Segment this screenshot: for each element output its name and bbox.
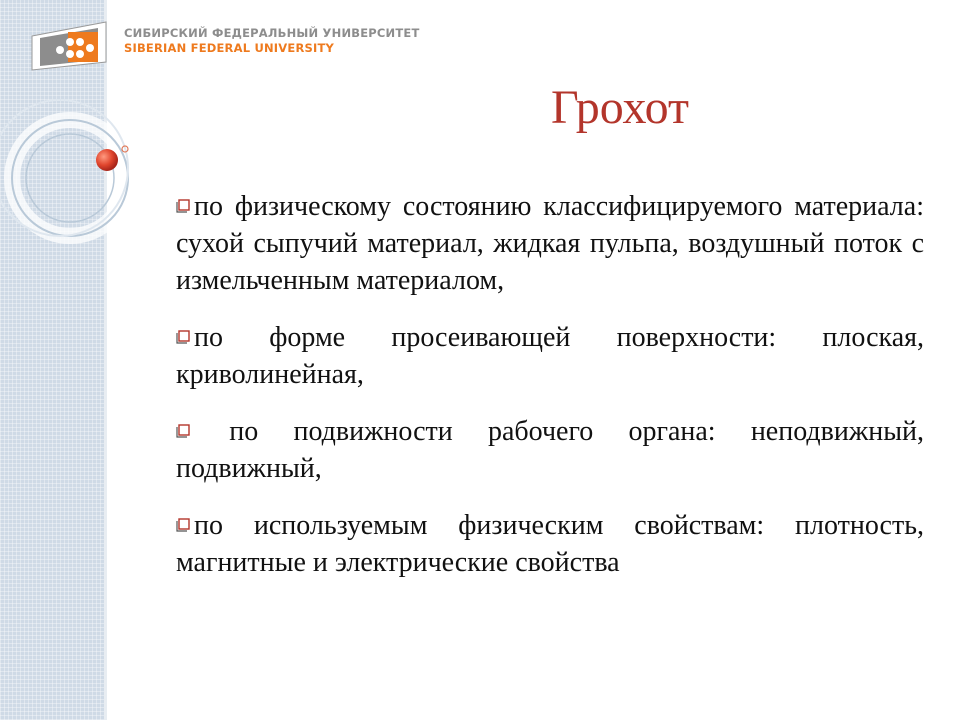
bullet-text: по форме просеивающей поверхности: плоская, криволинейная,: [176, 322, 924, 390]
checkbox-bullet-icon: [176, 518, 190, 532]
bullet-item: [176, 319, 924, 393]
bullet-text: по используемым физическим свойствам: плотность, магнитные и электрические свойства: [176, 510, 924, 578]
bullet-item: [176, 188, 924, 299]
red-ball-icon: [93, 145, 133, 175]
checkbox-bullet-icon: [176, 199, 190, 213]
bullet-item: [176, 413, 924, 487]
slide-title: Грохот: [550, 81, 690, 134]
logo-text-ru: СИБИРСКИЙ ФЕДЕРАЛЬНЫЙ УНИВЕРСИТЕТ: [124, 26, 420, 40]
bullet-text: по подвижности рабочего органа: неподвижный, подвижный,: [176, 416, 924, 484]
checkbox-bullet-icon: [176, 424, 190, 438]
logo-text-en: SIBERIAN FEDERAL UNIVERSITY: [124, 41, 335, 55]
checkbox-bullet-icon: [176, 330, 190, 344]
bullet-text: по физическому состоянию классифицируемого материала: сухой сыпучий материал, жидкая пульпа, воздушный поток с измельченным материалом,: [176, 191, 924, 296]
bullet-list: [176, 188, 924, 601]
bullet-item: [176, 507, 924, 581]
sfu-emblem-icon: [28, 20, 118, 76]
